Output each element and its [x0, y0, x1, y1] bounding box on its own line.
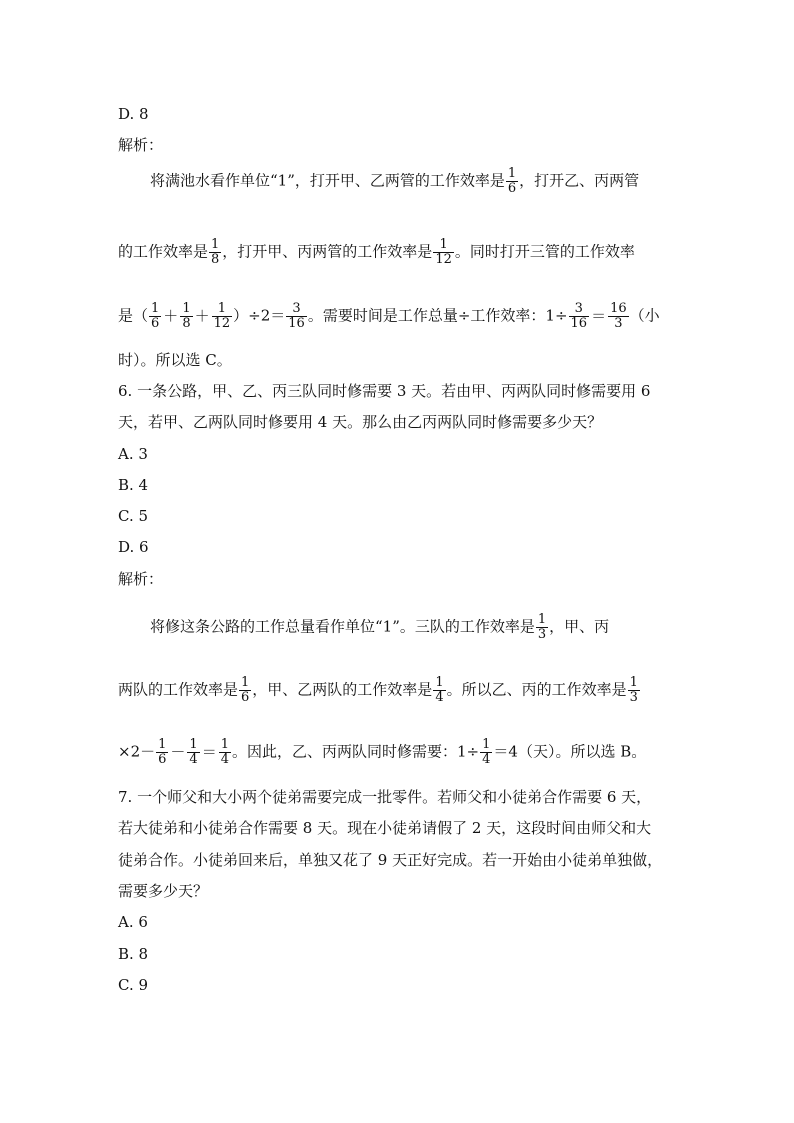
- q7-option-b: B. 8: [118, 945, 149, 963]
- q7-question-line-2: 若大徒弟和小徒弟合作需要 8 天。现在小徒弟请假了 2 天，这段时间由师父和大: [118, 819, 652, 837]
- q6-analysis-line-2: [118, 676, 641, 705]
- fraction: $\frac{1}{4}$: [220, 737, 229, 767]
- q5-analysis-line-1: [150, 167, 639, 196]
- minus-sign: －: [170, 742, 186, 761]
- fraction: $\frac{1}{4}$: [435, 675, 444, 705]
- fraction: $\frac{1}{6}$: [151, 301, 160, 331]
- q5-l2-text-c: 。同时打开三管的工作效率: [454, 242, 635, 261]
- q6-option-a: A. 3: [118, 445, 148, 463]
- q5-l2-text-a: 的工作效率是: [118, 242, 209, 261]
- q6-analysis-label: 解析：: [118, 570, 164, 588]
- fraction: $\frac{1}{12}$: [435, 237, 452, 267]
- plus-sign: ＋: [194, 306, 210, 325]
- q5-l1-text-b: ，打开乙、丙两管: [519, 171, 640, 190]
- plus-sign: ＋: [163, 306, 179, 325]
- q6-option-d: D. 6: [118, 538, 149, 556]
- q6-l2-text-c: 。所以乙、丙的工作效率是: [446, 680, 627, 699]
- fraction: $\frac{1}{4}$: [482, 737, 491, 767]
- equals-sign: ＝: [591, 306, 607, 325]
- q5-l3-text-d: （小: [629, 306, 660, 325]
- fraction: $\frac{3}{16}$: [288, 301, 305, 331]
- fraction: $\frac{1}{12}$: [213, 301, 231, 331]
- q6-question-line-2: 天，若甲、乙两队同时修要用 4 天。那么由乙丙两队同时修需要多少天？: [118, 413, 603, 431]
- fraction: $\frac{1}{3}$: [537, 612, 547, 642]
- fraction: $\frac{1}{6}$: [507, 166, 517, 196]
- q6-l2-text-a: 两队的工作效率是: [118, 680, 239, 699]
- fraction: $\frac{1}{6}$: [241, 675, 250, 705]
- q5-l3-text-a: 是（: [118, 306, 149, 325]
- q6-analysis-line-3: [118, 738, 646, 767]
- fraction: $\frac{1}{8}$: [182, 301, 191, 331]
- q5-analysis-label: 解析：: [118, 136, 164, 154]
- q5-l2-text-b: ，打开甲、丙两管的工作效率是: [222, 242, 433, 261]
- q7-option-c: C. 9: [118, 976, 149, 994]
- q5-l1-text-a: 将满池水看作单位“1”，打开甲、乙两管的工作效率是: [150, 171, 505, 190]
- q6-option-b: B. 4: [118, 476, 149, 494]
- q6-l2-text-b: ，甲、乙两队的工作效率是: [252, 680, 433, 699]
- q7-question-line-3: 徒弟合作。小徒弟回来后，单独又花了 9 天正好完成。若一开始由小徒弟单独做，: [118, 851, 663, 869]
- q5-option-d: D. 8: [118, 105, 149, 123]
- q6-l3-text-b: 。因此，乙、丙两队同时修需要：1÷: [232, 742, 480, 761]
- q7-question-line-4: 需要多少天？: [118, 882, 209, 900]
- q6-question-line-1: 6. 一条公路，甲、乙、丙三队同时修需要 3 天。若由甲、丙两队同时修需要用 6: [118, 382, 651, 400]
- q5-l3-text-b: ）÷2＝: [233, 306, 286, 325]
- fraction: $\frac{3}{16}$: [570, 301, 588, 331]
- q6-option-c: C. 5: [118, 507, 149, 525]
- q7-question-line-1: 7. 一个师父和大小两个徒弟需要完成一批零件。若师父和小徒弟合作需要 6 天，: [118, 788, 652, 806]
- q5-analysis-line-4: 时）。所以选 C。: [118, 351, 232, 369]
- fraction: $\frac{16}{3}$: [610, 301, 627, 331]
- q5-l3-text-c: 。需要时间是工作总量÷工作效率：1÷: [307, 306, 568, 325]
- q6-analysis-line-1: [150, 613, 609, 642]
- fraction: $\frac{1}{3}$: [629, 675, 638, 705]
- q5-analysis-line-3: [118, 302, 660, 331]
- q6-l3-text-c: ＝4（天）。所以选 B。: [493, 742, 647, 761]
- fraction: $\frac{1}{4}$: [189, 737, 198, 767]
- q6-l1-text-b: ，甲、丙: [549, 617, 610, 636]
- q6-l3-text-a: ×2－: [118, 742, 156, 761]
- equals-sign: ＝: [201, 742, 217, 761]
- q5-analysis-line-2: [118, 238, 635, 267]
- fraction: $\frac{1}{8}$: [211, 237, 220, 267]
- q7-option-a: A. 6: [118, 913, 148, 931]
- q6-l1-text-a: 将修这条公路的工作总量看作单位“1”。三队的工作效率是: [150, 617, 535, 636]
- fraction: $\frac{1}{6}$: [158, 737, 167, 767]
